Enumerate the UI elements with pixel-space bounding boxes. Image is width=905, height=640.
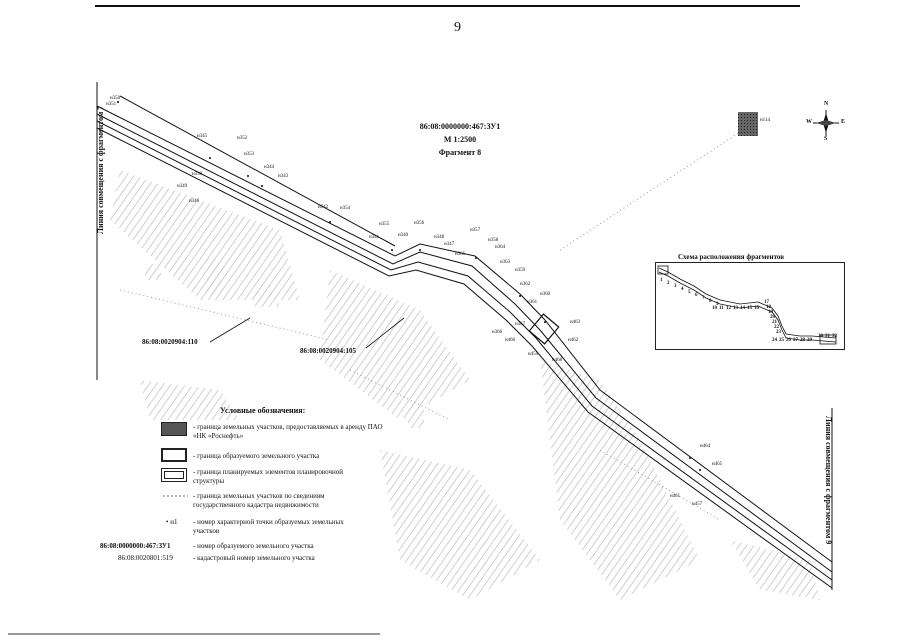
compass-e: E <box>841 119 846 125</box>
legend-swatch-planned <box>161 468 187 482</box>
point-label: н342 <box>318 205 329 210</box>
point-label: н366 <box>492 330 503 335</box>
scheme-number: 26 <box>786 338 791 343</box>
side-label-right: Линия совмещения с фрагментом 9 <box>824 416 833 545</box>
point-label: н361 <box>527 300 538 305</box>
point-label: н364 <box>495 245 506 250</box>
parcel-id: 86:08:0000000:467:ЗУ1 <box>419 122 501 131</box>
point-label: н341 <box>369 235 380 240</box>
dark-parcel-marker <box>738 112 758 136</box>
scheme-number: 6 <box>695 293 698 298</box>
point-label: н367 <box>515 322 526 327</box>
point-label: н353 <box>244 152 255 157</box>
point-label: н466 <box>505 338 516 343</box>
point-label: н465 <box>712 462 723 467</box>
scheme-title: Схема расположения фрагментов <box>678 253 785 261</box>
point-label: н463 <box>570 320 581 325</box>
scheme-number: 5 <box>688 290 691 295</box>
point-label: н358 <box>488 238 499 243</box>
point-label: н346 <box>189 199 200 204</box>
point-label: н352 <box>237 136 248 141</box>
legend-item-3: - граница планируемых элементов планировочной структуры <box>193 468 344 485</box>
scheme-number: 7 <box>702 296 705 301</box>
marker-label: н114 <box>760 118 770 123</box>
scheme-number: 1 <box>660 278 663 283</box>
point-label: н339 <box>192 172 203 177</box>
scheme-number: 23 <box>776 330 781 335</box>
map-header <box>395 120 525 159</box>
scheme-number: 16 <box>754 306 759 311</box>
scheme-number: 19 <box>768 310 773 315</box>
scheme-number: 21 <box>772 320 777 325</box>
cadastral-label-middle: 86:08:0020904:105 <box>300 347 356 355</box>
legend-item-6: - номер образуемого земельного участка <box>193 542 314 550</box>
scheme-number: 8 <box>709 299 712 304</box>
scheme-number: 4 <box>681 287 684 292</box>
point-label: н347 <box>444 242 455 247</box>
scheme-number: 20 <box>770 315 775 320</box>
scheme-number: 24 <box>772 338 777 343</box>
legend-swatch-lease <box>161 422 187 436</box>
point-label: н343 <box>278 174 289 179</box>
point-label: н356 <box>414 221 425 226</box>
point-label: н359 <box>515 268 526 273</box>
page-number: 9 <box>454 20 461 35</box>
scheme-number: 2 <box>667 281 670 286</box>
legend-item-4: - граница земельных участков по сведениям государственного кадастра недвижимости <box>193 492 325 509</box>
scheme-number: 12 <box>726 306 731 311</box>
point-label: н462 <box>568 338 579 343</box>
point-label: н363 <box>500 260 511 265</box>
scheme-number: 10 <box>712 306 717 311</box>
point-label: н457 <box>692 502 703 507</box>
point-label: н349 <box>177 184 188 189</box>
legend-item-5: - номер характерной точки образуемых земельных участков <box>193 518 344 535</box>
point-label: н340 <box>398 233 409 238</box>
point-label: н468 <box>552 358 563 363</box>
point-label: н350 <box>110 96 121 101</box>
map-scale: М 1:2500 <box>443 135 477 144</box>
point-label: н354 <box>340 206 351 211</box>
legend-item-7: - кадастровый номер земельного участка <box>193 554 315 562</box>
point-label: н355 <box>379 222 390 227</box>
scheme-number: 15 <box>747 306 752 311</box>
scheme-number: 11 <box>719 306 724 311</box>
legend-title: Условные обозначения: <box>220 406 306 415</box>
point-label: н357 <box>470 228 481 233</box>
point-label: н345 <box>197 134 208 139</box>
scheme-number: 18 <box>766 305 771 310</box>
fragment-title: Фрагмент 8 <box>438 148 482 157</box>
scheme-number: 32 <box>832 334 837 339</box>
legend-symbol-5: • н1 <box>166 518 178 526</box>
legend-symbol-6: 86:08:0000000:467:ЗУ1 <box>100 542 171 550</box>
scheme-number: 25 <box>779 338 784 343</box>
legend-item-1: - граница земельных участков, предоставляемых в аренду ПАО «НК «Роснефть» <box>193 423 383 440</box>
side-label-left: Линия совмещения с фрагментом 7 <box>96 105 105 234</box>
scheme-number: 22 <box>774 325 779 330</box>
scheme-number: 30 <box>818 334 823 339</box>
point-label: н365 <box>455 252 466 257</box>
compass-rose <box>806 103 846 143</box>
leader-left <box>210 318 250 342</box>
scheme-number: 9 <box>716 302 719 307</box>
scheme-number: 14 <box>740 306 745 311</box>
point-label: н461 <box>670 494 681 499</box>
compass-s: S <box>824 136 828 142</box>
compass-n: N <box>824 101 829 107</box>
point-label: н348 <box>434 235 445 240</box>
point-label: н351 <box>106 102 117 107</box>
scheme-number: 17 <box>764 300 769 305</box>
point-label: н455 <box>528 352 539 357</box>
point-label: н344 <box>264 165 275 170</box>
cadastral-label-left: 86:08:0020904:110 <box>142 338 198 346</box>
point-label: н464 <box>700 444 711 449</box>
legend-symbol-7: 86:08:0020801:519 <box>118 554 173 562</box>
scheme-number: 3 <box>674 284 677 289</box>
compass-w: W <box>806 119 812 125</box>
scheme-number: 13 <box>733 306 738 311</box>
scheme-number: 29 <box>807 338 812 343</box>
legend-swatch-boundary <box>161 448 187 462</box>
scheme-number: 28 <box>800 338 805 343</box>
lease-swatch-icon <box>162 423 186 435</box>
scheme-number: 31 <box>825 334 830 339</box>
scheme-number: 27 <box>793 338 798 343</box>
point-label: н362 <box>520 282 531 287</box>
point-label: н360 <box>540 292 551 297</box>
legend-item-2: - граница образуемого земельного участка <box>193 452 320 460</box>
